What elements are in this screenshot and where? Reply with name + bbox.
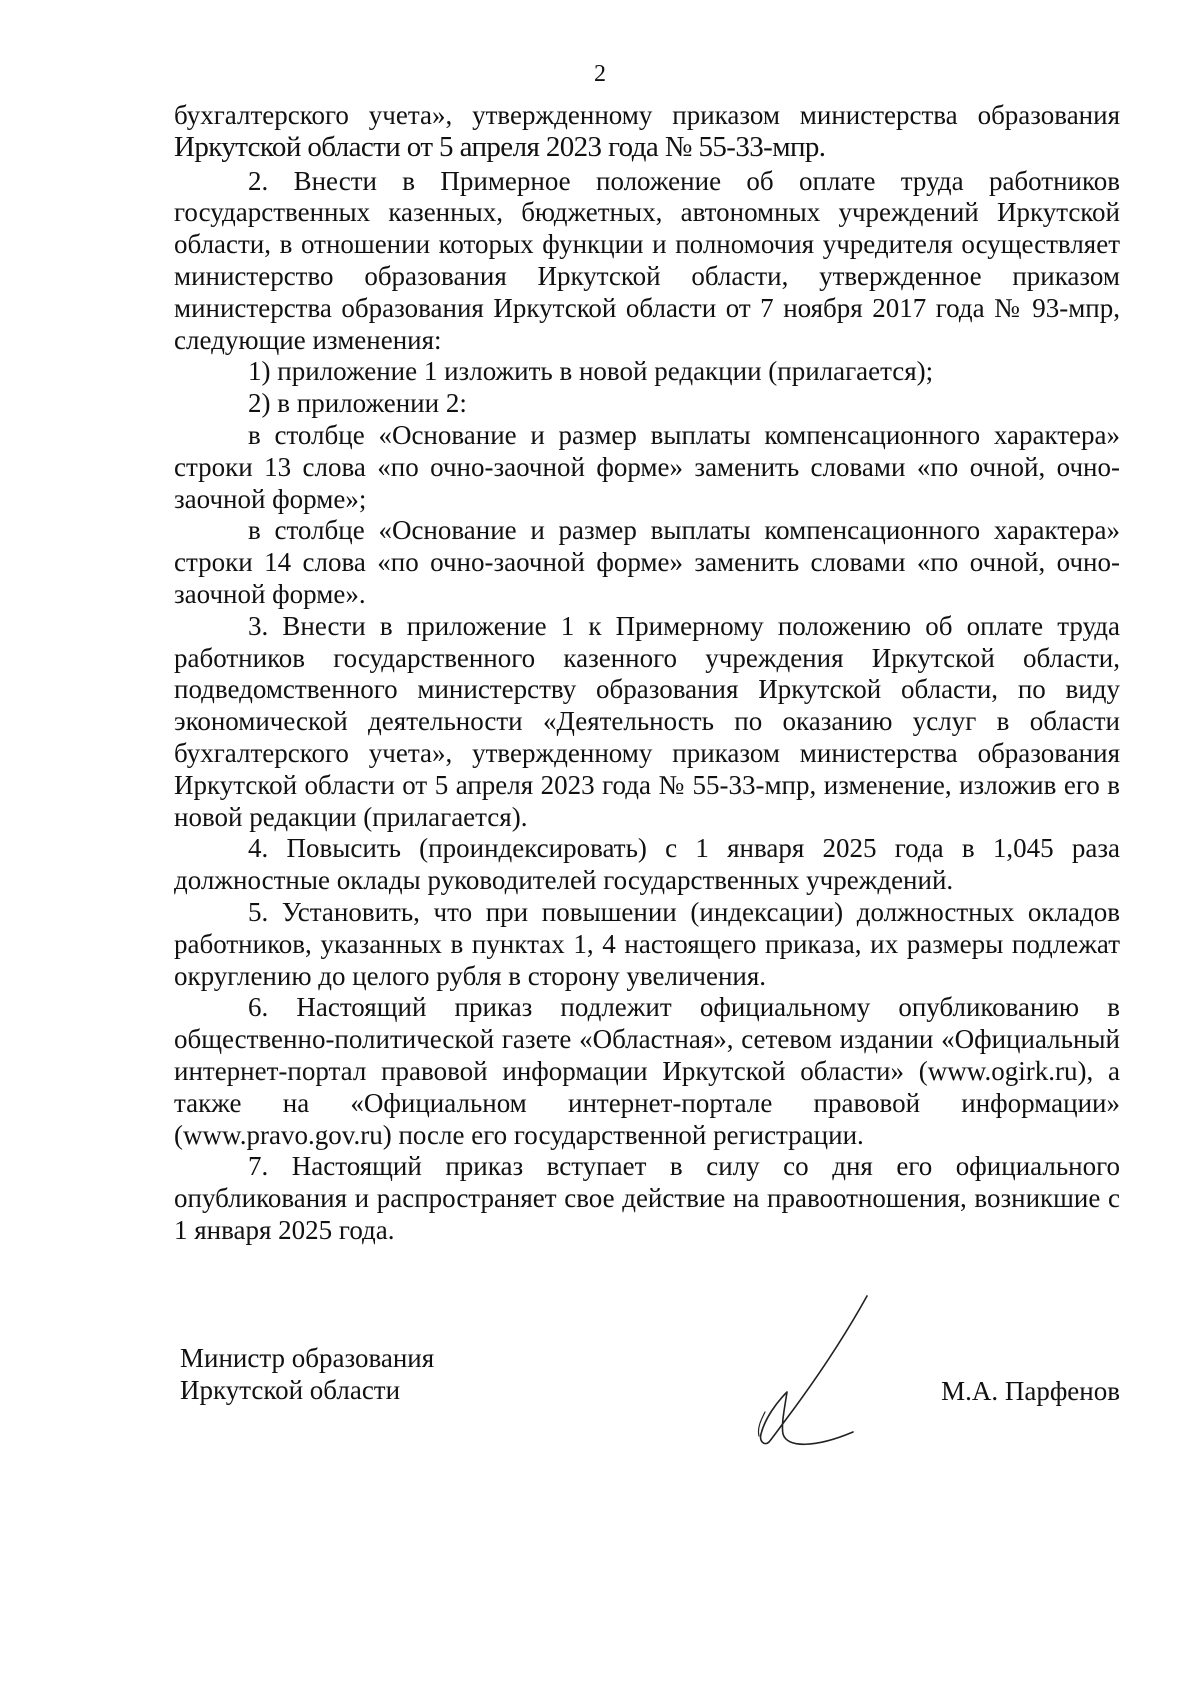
paragraph-item-4: 4. Повысить (проиндексировать) с 1 января 2025 года в 1,045 раза должностные оклады руководителей государственных учреждений. [174, 833, 1120, 896]
paragraph-subitem-2: 2) в приложении 2: [248, 388, 467, 419]
paragraph-continuation-end: Иркутской области от 5 апреля 2023 года № 55-33-мпр. [174, 130, 826, 163]
paragraph-column-change-14: в столбце «Основание и размер выплаты компенсационного характера» строки 14 слова «по очно-заочной форме» заменить словами «по очной, очно-заочной форме». [174, 515, 1120, 609]
signatory-title-line1: Министр образования [180, 1343, 435, 1373]
paragraph-item-3: 3. Внести в приложение 1 к Примерному положению об оплате труда работников государственного казенного учреждения Иркутской области, подведомственного министерству образования Иркутской области, по виду экономической деятельности «Деятельность по оказанию услуг в области бухгалтерского учета», утвержденному приказом министерства образования Иркутской области от 5 апреля 2023 года № 55-33-мпр, изменение, изложив его в новой редакции (прилагается). [174, 610, 1120, 832]
signatory-title [180, 1342, 434, 1406]
paragraph-subitem-1: 1) приложение 1 изложить в новой редакции (прилагается); [248, 356, 934, 387]
document-body [174, 100, 1120, 1247]
paragraph-column-change-13: в столбце «Основание и размер выплаты компенсационного характера» строки 13 слова «по очно-заочной форме» заменить словами «по очной, очно-заочной форме»; [174, 419, 1120, 514]
paragraph-continuation: бухгалтерского учета», утвержденному приказом министерства образования [174, 100, 1120, 130]
handwritten-signature [735, 1292, 875, 1452]
paragraph-item-6: 6. Настоящий приказ подлежит официальному опубликованию в общественно-политической газете «Областная», сетевом издании «Официальный интернет-портал правовой информации Иркутской области» (www.ogirk.ru), а также на «Официальном интернет-портале правовой информации» (www.pravo.gov.ru) после его государственной регистрации. [174, 992, 1120, 1150]
paragraph-item-2: 2. Внести в Примерное положение об оплате труда работников государственных казенных, бюджетных, автономных учреждений Иркутской области, в отношении которых функции и полномочия учредителя осуществляет министерство образования Иркутской области, утвержденное приказом министерства образования Иркутской области от 7 ноября 2017 года № 93-мпр, следующие изменения: [174, 165, 1120, 355]
signatory-title-line2: Иркутской области [180, 1375, 401, 1405]
signatory-name: М.А. Парфенов [941, 1376, 1120, 1406]
paragraph-item-7: 7. Настоящий приказ вступает в силу со дня его официального опубликования и распространяет свое действие на правоотношения, возникшие с 1 января 2025 года. [174, 1151, 1120, 1245]
paragraph-item-5: 5. Установить, что при повышении (индексации) должностных окладов работников, указанных в пунктах 1, 4 настоящего приказа, их размеры подлежат округлению до целого рубля в сторону увеличения. [174, 896, 1120, 991]
page-number: 2 [594, 61, 606, 87]
